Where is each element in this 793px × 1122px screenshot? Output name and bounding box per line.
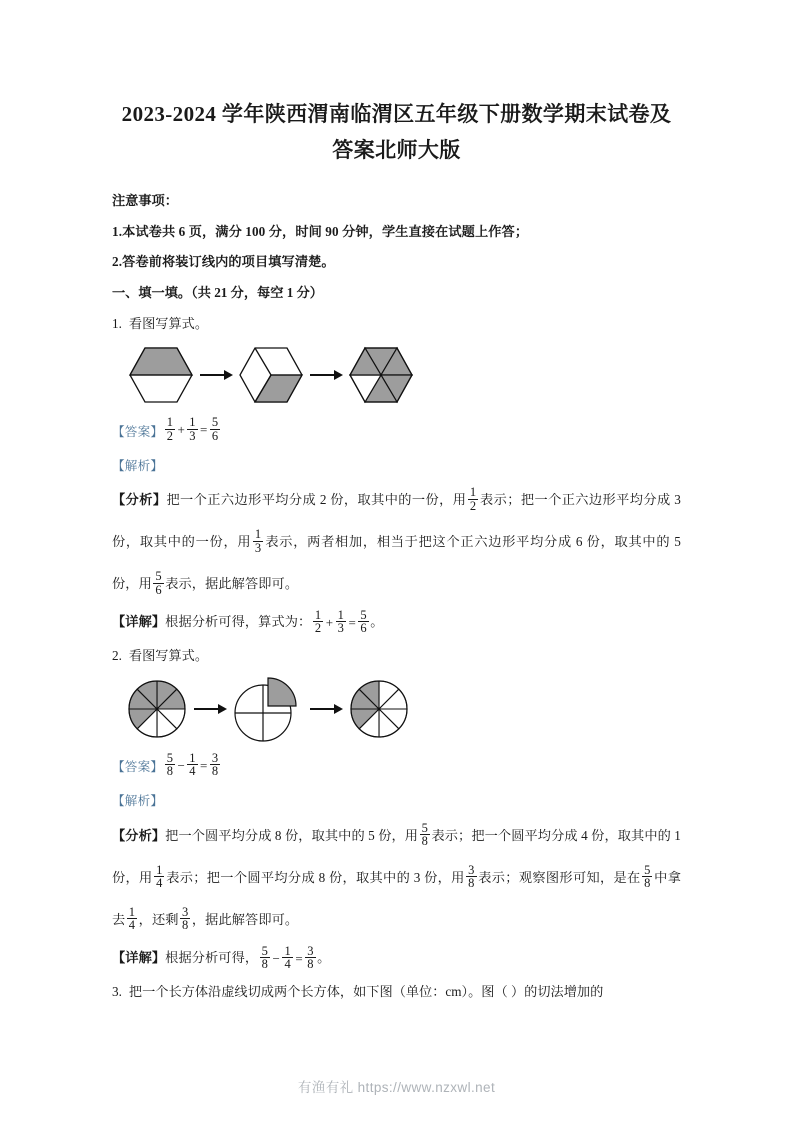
- analysis-label: 【分析】: [112, 492, 167, 507]
- question-2-line: [112, 640, 681, 671]
- answer-label: 【答案】: [112, 760, 164, 775]
- hexagon-sixths-shaded: [348, 344, 414, 406]
- question-1-answer: [112, 411, 681, 449]
- notes-item-2: 2.答卷前将装订线内的项目填写清楚。: [112, 254, 335, 269]
- question-3-line: [112, 976, 681, 1007]
- circle-five-eighths-shaded: [126, 678, 188, 740]
- question-2-detail: 【详解】根据分析可得， $\frac{5}{8}$ − $\frac{1}{4}$ = $\frac{3}{8}$ 。: [112, 943, 331, 972]
- hexagon-half-shaded: [128, 344, 194, 406]
- question-2-text: 看图写算式。: [128, 647, 209, 663]
- page-title-line1: 2023-2024 学年陕西渭南临渭区五年级下册数学期末试卷及: [121, 102, 672, 126]
- arrow-icon: [194, 370, 238, 380]
- analysis-label: 【分析】: [112, 827, 166, 843]
- arrow-icon: [304, 370, 348, 380]
- arrow-icon: [304, 704, 348, 714]
- question-1-detail: 【详解】根据分析可得，算式为： $\frac{1}{2}$ + $\frac{1}{3}$ = $\frac{5}{6}$ 。: [112, 607, 384, 636]
- arrow-icon: [188, 704, 232, 714]
- question-1-figure: [112, 339, 681, 411]
- answer-label: 【答案】: [112, 424, 164, 439]
- notes-item-1: 1.本试卷共 6 页，满分 100 分，时间 90 分钟，学生直接在试题上作答；: [112, 224, 529, 239]
- detail-label: 【详解】: [112, 614, 166, 629]
- question-2-explain: [112, 785, 681, 815]
- question-1-text: 看图写算式。: [128, 316, 209, 331]
- question-2-equation: $\frac{5}{8}$ − $\frac{1}{4}$ = $\frac{3}{8}$: [166, 750, 219, 779]
- question-3-text: 把一个长方体沿虚线切成两个长方体，如下图（单位：cm）。图（ ）的切法增加的: [128, 983, 604, 999]
- question-2-figure: [112, 671, 681, 747]
- detail-label: 【详解】: [112, 949, 166, 965]
- question-2-number: 2.: [112, 647, 122, 663]
- notes-heading: 注意事项：: [112, 193, 178, 208]
- explain-label: 【解析】: [112, 794, 164, 809]
- question-3-number: 3.: [112, 983, 122, 999]
- page-title: [112, 0, 681, 168]
- page-title-line2: 答案北师大版: [332, 138, 461, 162]
- question-1-explain: [112, 449, 681, 479]
- explain-label: 【解析】: [112, 458, 164, 473]
- question-1-number: 1.: [112, 316, 122, 331]
- question-1-equation: $\frac{1}{2}$ + $\frac{1}{3}$ = $\frac{5}{6}$: [166, 414, 219, 443]
- question-1-analysis: 【分析】把一个正六边形平均分成 2 份，取其中的一份，用 $\frac{1}{2}$ 表示；把一个正六边形平均分成 3 份，取其中的一份，用 $\frac{1}{3}$ 表示，两者相加，相当于把这个正六边形平均分成 6 份，取其中的 5 份，用 $\frac{5}{6}$ 表示，据此解答即可。: [112, 484, 681, 597]
- section-heading: 一、填一填。（共 21 分，每空 1 分）: [112, 285, 323, 300]
- footer-watermark: 有渔有礼 https://www.nzxwl.net: [297, 1080, 496, 1095]
- question-2-analysis: 【分析】把一个圆平均分成 8 份，取其中的 5 份，用 $\frac{5}{8}$ 表示；把一个圆平均分成 4 份，取其中的 1 份，用 $\frac{1}{4}$ 表示；把一个圆平均分成 8 份，取其中的 3 份，用 $\frac{3}{8}$ 表示；观察图形可知，是在 $\frac{5}{8}$ 中拿去 $\frac{1}{4}$ ，还剩 $\frac{3}{8}$ ，据此解答即可。: [112, 820, 681, 933]
- question-2-answer: [112, 747, 681, 785]
- circle-quarter-removed: [232, 673, 304, 745]
- question-1-line: [112, 308, 681, 339]
- circle-three-eighths-shaded: [348, 678, 410, 740]
- hexagon-thirds-shaded: [238, 344, 304, 406]
